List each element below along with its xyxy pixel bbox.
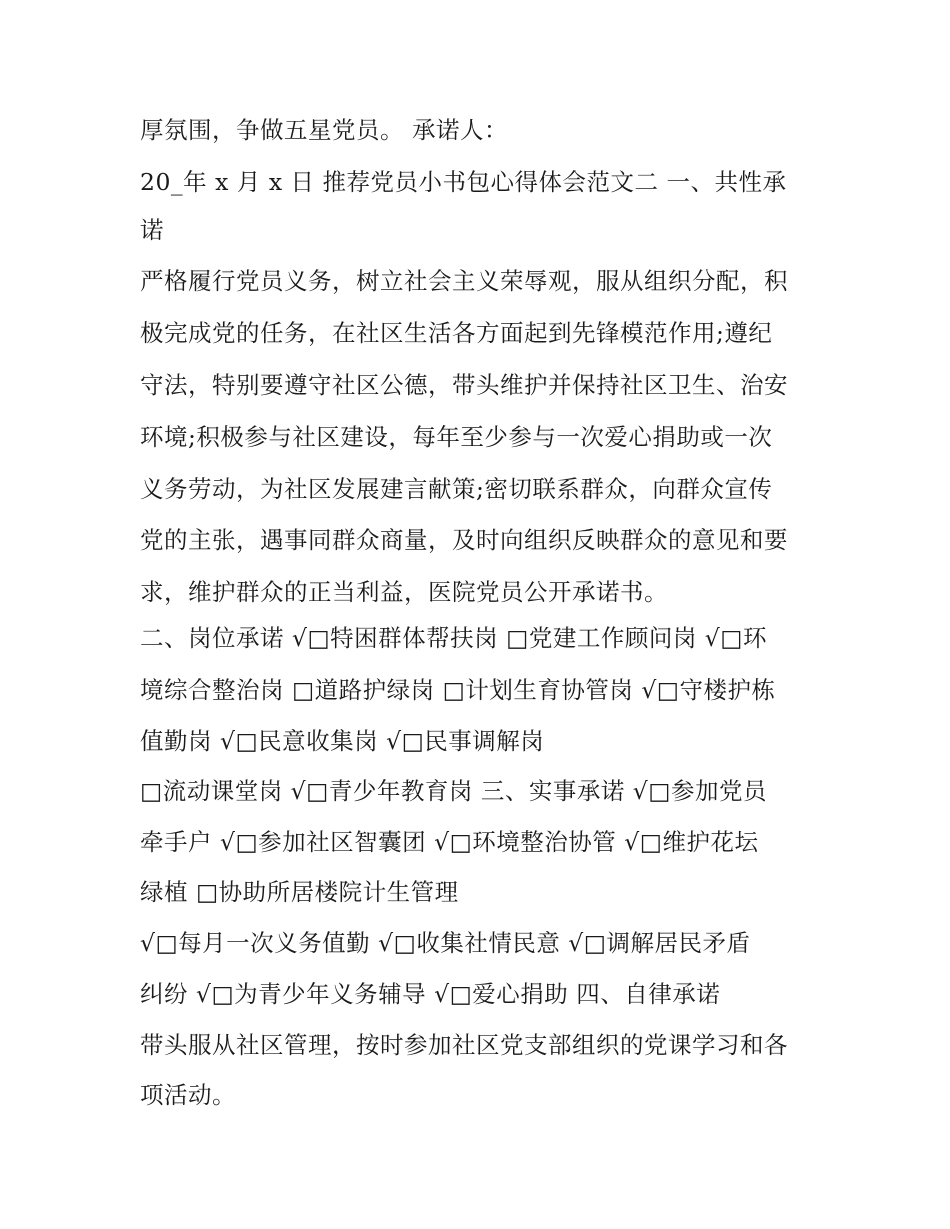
text-line: □流动课堂岗 √□青少年教育岗 三、实事承诺 √□参加党员 (140, 777, 767, 805)
text-line: 绿植 □协助所居楼院计生管理 (140, 878, 459, 906)
text-line: 求，维护群众的正当利益，医院党员公开承诺书。 (140, 578, 668, 606)
text-line: 诺 (140, 216, 164, 244)
text-line: 值勤岗 √□民意收集岗 √□民事调解岗 (140, 727, 545, 755)
text-line: 项活动。 (140, 1081, 236, 1109)
text-line: 牵手户 √□参加社区智囊团 √□环境整治协管 √□维护花坛 (140, 828, 759, 856)
text-line: 厚氛围，争做五星党员。 承诺人： (140, 116, 508, 144)
text-line: √□每月一次义务值勤 √□收集社情民意 √□调解居民矛盾 (140, 929, 751, 957)
text-line: 环境;积极参与社区建设，每年至少参与一次爱心捐助或一次 (140, 423, 773, 451)
text-line: 严格履行党员义务，树立社会主义荣辱观，服从组织分配，积 (140, 267, 788, 295)
text-line: 守法，特别要遵守社区公德，带头维护并保持社区卫生、治安 (140, 371, 788, 399)
text-line: 党的主张，遇事同群众商量，及时向组织反映群众的意见和要 (140, 526, 788, 554)
text-line: 义务劳动，为社区发展建言献策;密切联系群众，向群众宣传 (140, 475, 773, 503)
text-line: 纠纷 √□为青少年义务辅导 √□爱心捐助 四、自律承诺 (140, 980, 721, 1008)
text-line: 极完成党的任务，在社区生活各方面起到先锋模范作用;遵纪 (140, 319, 773, 347)
text-line: 20_年 x 月 x 日 推荐党员小书包心得体会范文二 一、共性承 (140, 168, 787, 196)
text-line: 境综合整治岗 □道路护绿岗 □计划生育协管岗 √□守楼护栋 (140, 676, 776, 704)
text-line: 二、岗位承诺 √□特困群体帮扶岗 □党建工作顾问岗 √□环 (140, 624, 767, 652)
text-line: 带头服从社区管理，按时参加社区党支部组织的党课学习和各 (140, 1031, 788, 1059)
